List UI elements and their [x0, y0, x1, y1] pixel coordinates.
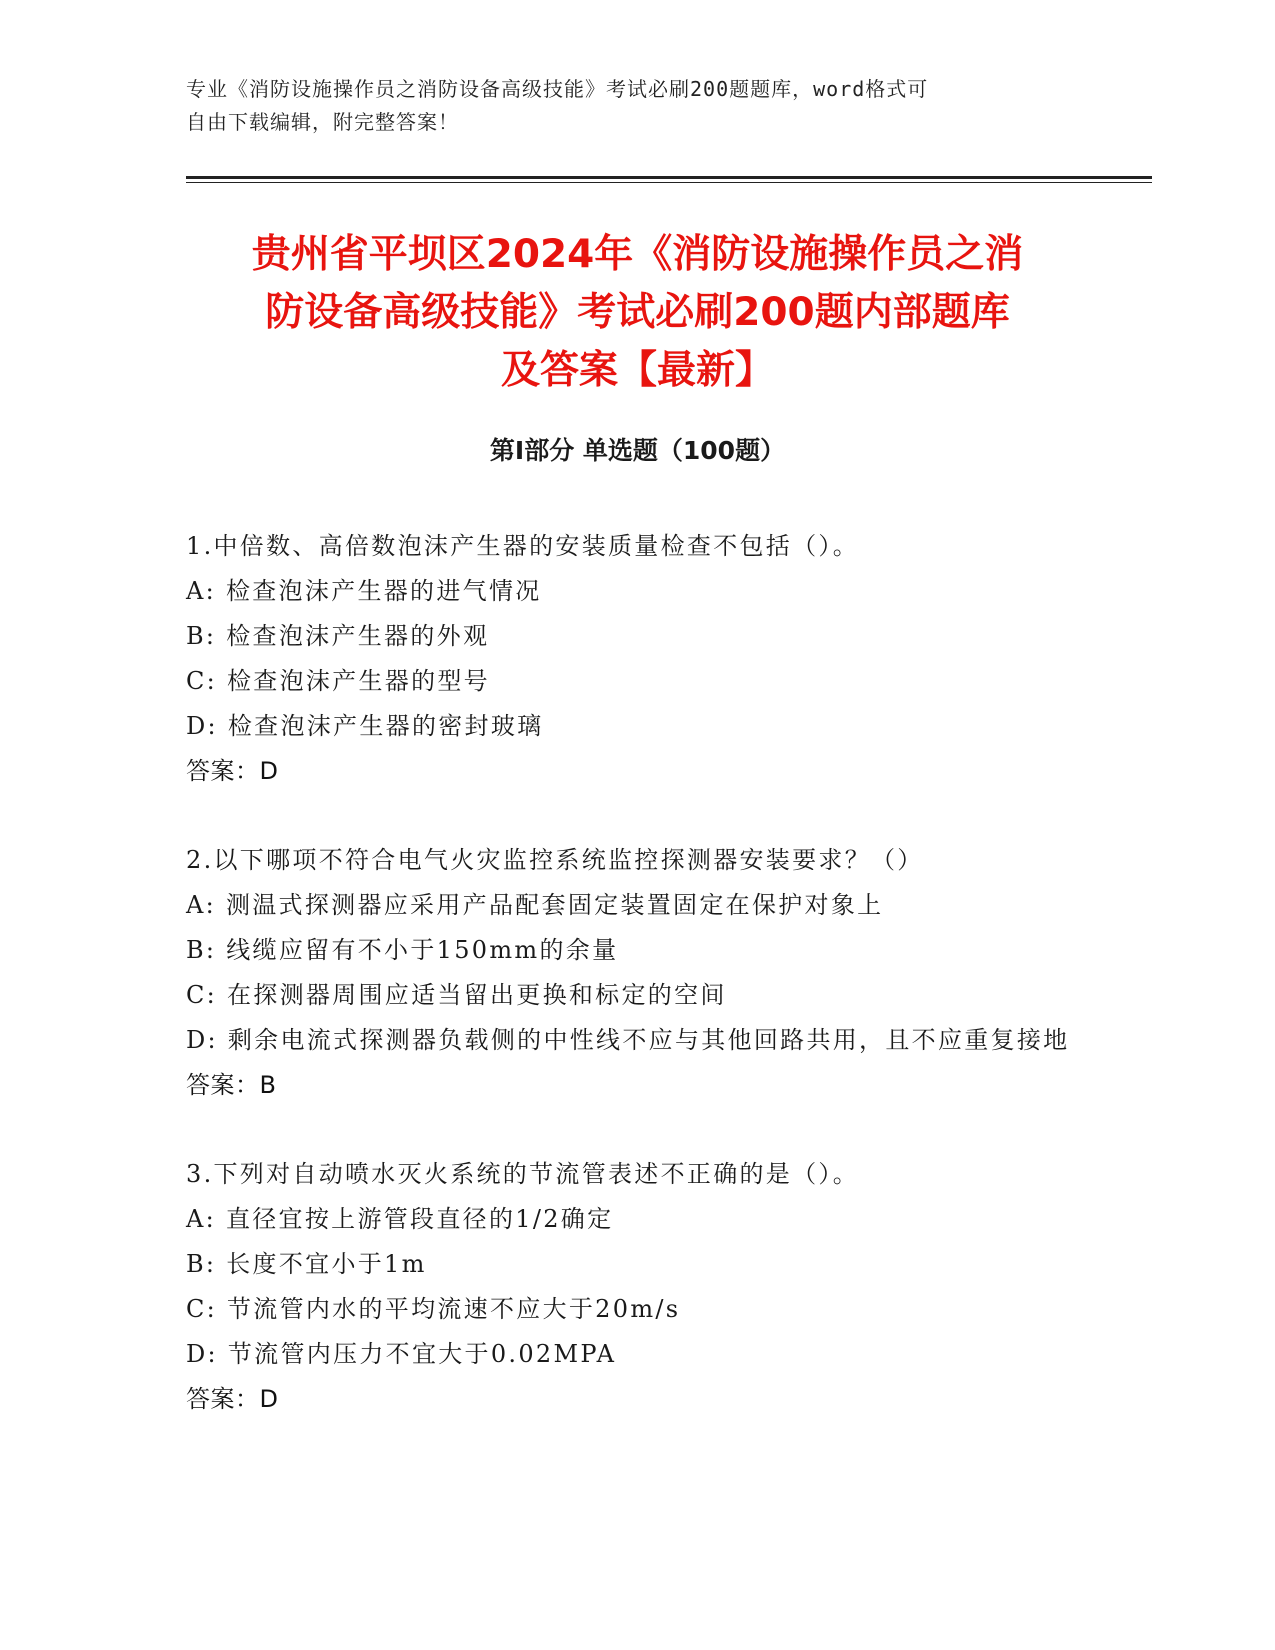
header-line-2: 自由下载编辑，附完整答案！: [186, 110, 459, 134]
option-d: D: 剩余电流式探测器负载侧的中性线不应与其他回路共用，且不应重复接地: [186, 1026, 1070, 1054]
document-title-line-3: 及答案【最新】: [500, 348, 774, 393]
option-c: C: 节流管内水的平均流速不应大于20m/s: [186, 1295, 681, 1323]
option-b: B: 长度不宜小于1m: [186, 1250, 427, 1278]
answer-line: 答案：B: [186, 1071, 277, 1099]
option-d: D: 检查泡沫产生器的密封玻璃: [186, 712, 544, 740]
document-title: [150, 226, 1125, 400]
question-stem: 2.以下哪项不符合电气火灾监控系统监控探测器安装要求？（）: [186, 846, 924, 874]
page-header: [186, 73, 1086, 139]
question-3: [186, 1152, 1076, 1422]
question-1: [186, 524, 1076, 794]
question-stem: 1.中倍数、高倍数泡沫产生器的安装质量检查不包括（）。: [186, 532, 859, 560]
option-b: B: 线缆应留有不小于150mm的余量: [186, 936, 619, 964]
option-c: C: 在探测器周围应适当留出更换和标定的空间: [186, 981, 727, 1009]
document-title-line-2: 防设备高级技能》考试必刷200题内部题库: [265, 290, 1010, 335]
answer-line: 答案：D: [186, 1385, 279, 1413]
header-divider-thin: [186, 182, 1152, 183]
question-stem: 3.下列对自动喷水灭火系统的节流管表述不正确的是（）。: [186, 1160, 859, 1188]
option-a: A: 检查泡沫产生器的进气情况: [186, 577, 542, 605]
option-a: A: 直径宜按上游管段直径的1/2确定: [186, 1205, 614, 1233]
option-d: D: 节流管内压力不宜大于0.02MPA: [186, 1340, 617, 1368]
option-c: C: 检查泡沫产生器的型号: [186, 667, 490, 695]
header-line-1: 专业《消防设施操作员之消防设备高级技能》考试必刷200题题库，word格式可: [186, 77, 929, 101]
answer-line: 答案：D: [186, 757, 279, 785]
option-b: B: 检查泡沫产生器的外观: [186, 622, 490, 650]
question-list: [186, 524, 1076, 1466]
question-2: [186, 838, 1076, 1108]
option-a: A: 测温式探测器应采用产品配套固定装置固定在保护对象上: [186, 891, 884, 919]
document-title-line-1: 贵州省平坝区2024年《消防设施操作员之消: [251, 232, 1024, 277]
section-title: 第Ⅰ部分 单选题（100题）: [489, 436, 786, 465]
header-divider-thick: [186, 176, 1152, 179]
